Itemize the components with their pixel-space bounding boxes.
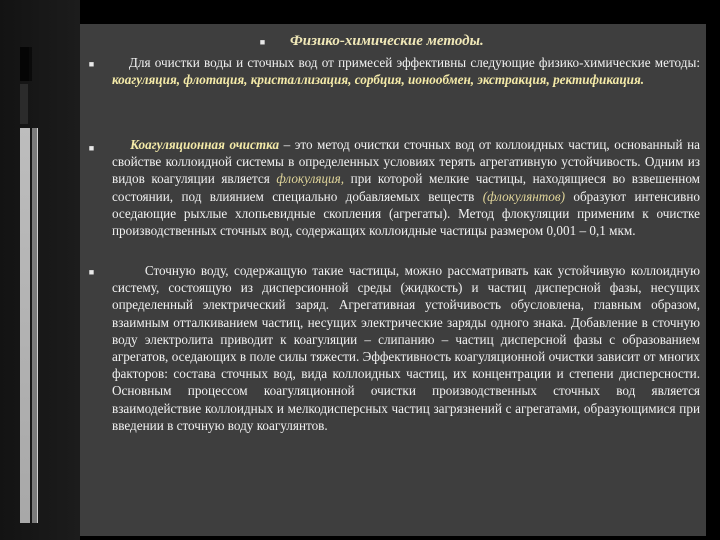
intro-paragraph xyxy=(112,54,700,88)
bullet-square-icon xyxy=(87,60,96,69)
bullet-square-icon xyxy=(87,144,96,153)
coagulation-text-c: образуют интенсивно оседающие рыхлые хлопьевидные скопления (агрегаты). Метод флокуляции применим к очистке производственных сточных вод, содержащих коллоидные частицы размером 0,001 – 0,1 мкм. xyxy=(112,188,701,239)
wastewater-paragraph xyxy=(112,262,700,434)
decor-bar-grey xyxy=(20,84,28,124)
methods-list: коагуляция, флотация, кристаллизация, сорбция, ионообмен, экстракция, ректификация. xyxy=(112,72,645,88)
coagulation-text-a: – это метод очистки сточных вод от коллоидных частиц, основанный на свойстве коллоидной системы в определенных условиях терять агрегативную устойчивость. Одним из видов коагуляции является xyxy=(112,137,701,187)
coagulation-paragraph xyxy=(112,136,700,239)
slide-heading: Физико-химические методы. xyxy=(290,33,484,49)
term-flocculation: флокуляция, xyxy=(276,171,345,187)
wastewater-text: Сточную воду, содержащую такие частицы, можно рассматривать как устойчивую коллоидную систему, состоящую из дисперсионной среды (жидкость) и частиц дисперсной фазы, несущих определенный электрический заряд. Агрегативная устойчивость обусловлена, главным образом, взаимным отталкиванием частиц, несущих электрические заряды одного знака. Добавление в сточную воду электролита приводит к коагуляции – слипанию – частиц дисперсной фазы с образованием агрегатов, оседающих в поле силы тяжести. Эффективность коагуляционной очистки зависит от многих факторов: состава сточных вод, вида коллоидных частиц, их концентрации и степени дисперсности. Основным процессом коагуляционной очистки производственных сточных вод является взаимодействие коллоидных и мелкодисперсных частиц загрязнений с агрегатами, образующимися при введении в сточную воду коагулянтов. xyxy=(112,263,700,433)
term-flocculants: (флокулянтов) xyxy=(482,188,566,204)
decor-bar-light xyxy=(20,128,30,523)
left-decor-stripe xyxy=(0,0,80,540)
decor-bar-dark-edge xyxy=(29,47,32,81)
intro-text: Для очистки воды и сточных вод от примесей эффективны следующие физико-химические методы: xyxy=(128,55,700,70)
coagulation-lead: Коагуляционная очистка xyxy=(130,137,280,152)
bullet-square-icon xyxy=(87,268,96,277)
coagulation-text-b: при которой мелкие частицы, находящиеся во взвешенном состоянии, под влиянием специально добавляемых веществ xyxy=(112,171,701,204)
decor-divider-line xyxy=(37,128,38,523)
bullet-square-icon xyxy=(258,38,267,47)
